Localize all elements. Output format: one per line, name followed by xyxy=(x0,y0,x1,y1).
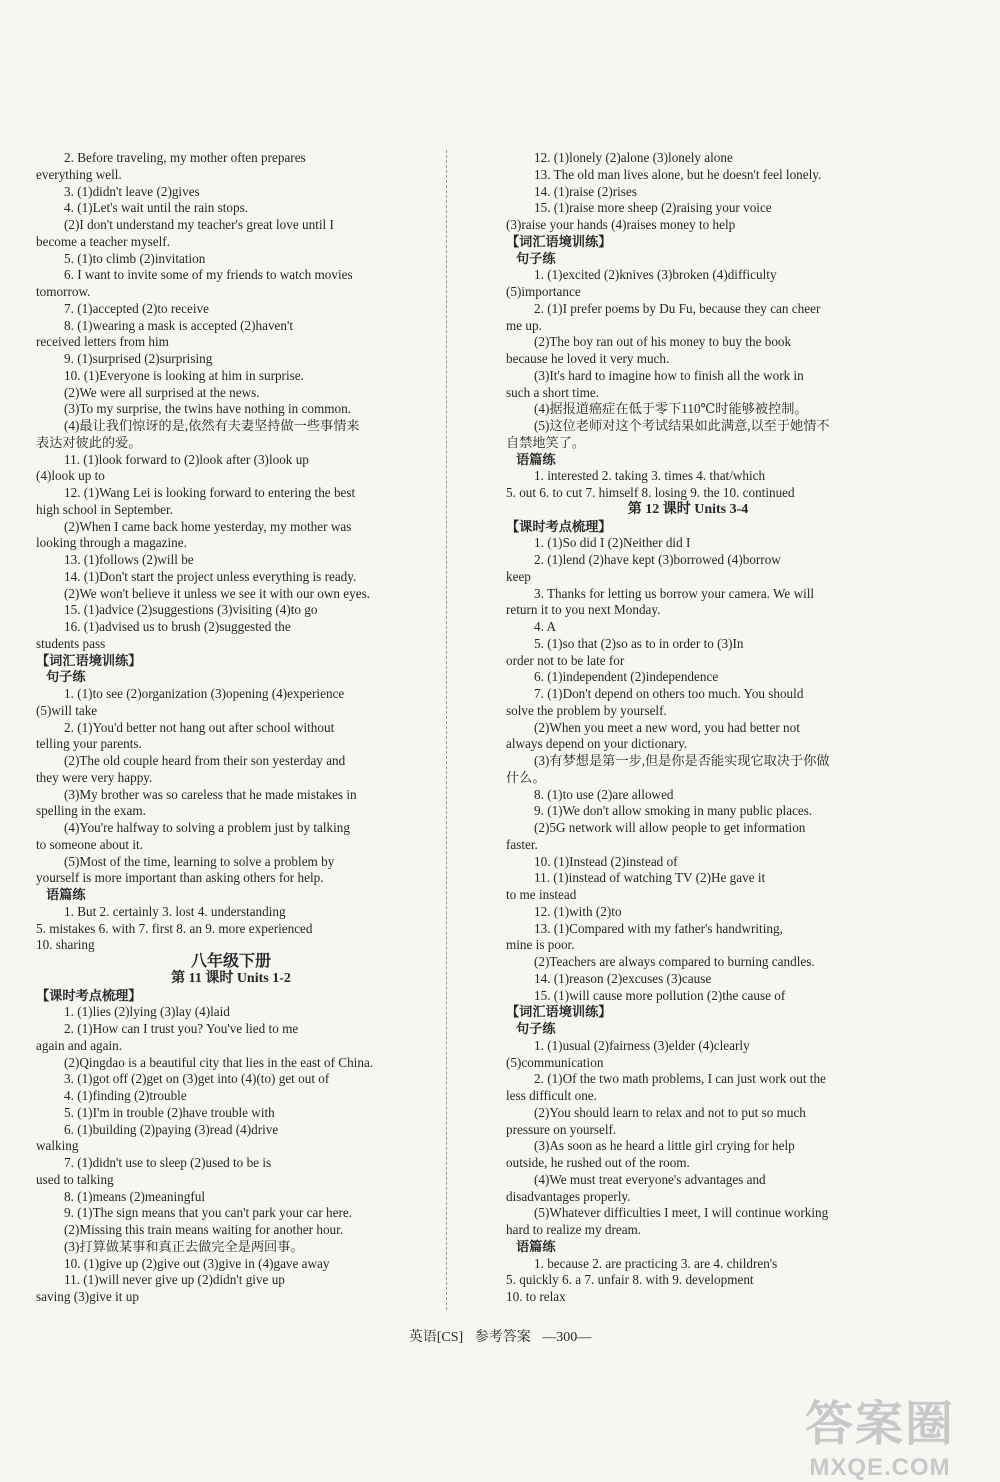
answer-line: (4)We must treat everyone's advantages and xyxy=(534,1171,766,1187)
answer-line: 1. interested 2. taking 3. times 4. that/which xyxy=(534,468,766,484)
subsection-header: 句子练 xyxy=(516,1021,556,1036)
answer-line: (5)这位老师对这个考试结果如此满意,以至于她情不 xyxy=(534,418,830,433)
answer-line: 10. sharing xyxy=(36,937,95,953)
answer-line: to me instead xyxy=(506,887,577,902)
answer-line: 4. (1)finding (2)trouble xyxy=(64,1088,187,1103)
answer-line: (3)有梦想是第一步,但是你是否能实现它取决于你做 xyxy=(534,753,830,768)
answer-line: (2)When I came back home yesterday, my mother was xyxy=(64,518,352,534)
answer-line: (4)You're halfway to solving a problem just by talking xyxy=(64,820,350,835)
answer-line: 4. (1)Let's wait until the rain stops. xyxy=(64,200,249,216)
answer-line: faster. xyxy=(506,836,538,852)
answer-line: always depend on your dictionary. xyxy=(506,736,688,752)
section-header: 【课时考点梳理】 xyxy=(506,518,612,534)
answer-line: 1. (1)lies (2)lying (3)lay (4)laid xyxy=(64,1004,230,1020)
answer-line: (2)We won't believe it unless we see it with our own eyes. xyxy=(64,585,371,601)
answer-line: 13. (1)Compared with my father's handwriting, xyxy=(534,920,783,936)
answer-line: (5)communication xyxy=(506,1054,604,1070)
answer-line: they were very happy. xyxy=(36,769,153,785)
answer-line: (4)最让我们惊讶的是,依然有夫妻坚持做一些事情来 xyxy=(64,418,360,433)
answer-line: (2)The old couple heard from their son yesterday and xyxy=(64,753,346,768)
watermark xyxy=(790,1385,970,1482)
answer-line: 12. (1)lonely (2)alone (3)lonely alone xyxy=(534,150,733,165)
answer-line: (5)Whatever difficulties I meet, I will continue working xyxy=(534,1205,829,1221)
answer-line: outside, he rushed out of the room. xyxy=(506,1155,690,1170)
answer-line: 13. The old man lives alone, but he doesn't feel lonely. xyxy=(534,166,822,182)
answer-line: 5. (1)to climb (2)invitation xyxy=(64,250,206,266)
answer-line: tomorrow. xyxy=(36,284,91,299)
answer-line: 9. (1)surprised (2)surprising xyxy=(64,351,213,366)
grade-title: 八年级下册 xyxy=(190,953,271,970)
answer-line: because he loved it very much. xyxy=(506,351,670,366)
answer-line: 表达对彼此的爱。 xyxy=(36,434,142,450)
answer-line: 7. (1)accepted (2)to receive xyxy=(64,300,209,316)
answer-line: 1. (1)So did I (2)Neither did I xyxy=(534,535,691,551)
page-footer xyxy=(0,1326,1000,1346)
answer-line: 8. (1)wearing a mask is accepted (2)haven't xyxy=(64,317,294,333)
answer-line: 3. (1)didn't leave (2)gives xyxy=(64,183,200,199)
subsection-header: 语篇练 xyxy=(46,887,86,902)
lesson-title: 第 11 课时 Units 1-2 xyxy=(171,970,291,986)
subsection-header: 句子练 xyxy=(46,669,86,685)
answer-line: looking through a magazine. xyxy=(36,535,187,551)
answer-line: (2)Teachers are always compared to burning candles. xyxy=(534,954,815,969)
answer-line: 6. (1)independent (2)independence xyxy=(534,669,719,685)
answer-line: disadvantages properly. xyxy=(506,1188,631,1204)
subsection-header: 语篇练 xyxy=(516,451,556,467)
answer-line: 2. (1)Of the two math problems, I can just work out the xyxy=(534,1071,826,1087)
answer-line: 8. (1)means (2)meaningful xyxy=(64,1188,205,1204)
answer-line: (3)raise your hands (4)raises money to help xyxy=(506,217,736,232)
answer-line: 12. (1)with (2)to xyxy=(534,903,622,919)
answer-line: (3)To my surprise, the twins have nothing in common. xyxy=(64,401,351,417)
answer-line: (3)My brother was so careless that he made mistakes in xyxy=(64,786,357,802)
watermark-url: MXQE.COM xyxy=(809,1454,951,1481)
answer-line: 5. (1)so that (2)so as to in order to (3)In xyxy=(534,635,744,651)
answer-line: 1. (1)to see (2)organization (3)opening (4)experience xyxy=(64,686,345,701)
answer-line: 10. (1)Instead (2)instead of xyxy=(534,853,678,869)
answer-line: 1. because 2. are practicing 3. are 4. children's xyxy=(534,1255,778,1271)
answer-line: 2. (1)You'd better not hang out after school without xyxy=(64,719,335,735)
answer-line: (2)When you meet a new word, you had better not xyxy=(534,719,800,735)
answer-line: 什么。 xyxy=(506,769,546,785)
left-column xyxy=(36,150,426,1306)
watermark-logo: 答案圈 xyxy=(804,1398,955,1451)
answer-line: (5)will take xyxy=(36,702,98,718)
answer-line: 5. out 6. to cut 7. himself 8. losing 9. the 10. continued xyxy=(506,485,795,500)
answer-line: 4. A xyxy=(534,619,556,634)
answer-line: less difficult one. xyxy=(506,1088,597,1103)
answer-line: (4)look up to xyxy=(36,468,105,484)
answer-line: 1. But 2. certainly 3. lost 4. understanding xyxy=(64,903,286,919)
answer-line: 自禁地笑了。 xyxy=(506,434,586,450)
answer-line: hard to realize my dream. xyxy=(506,1222,642,1237)
answer-line: 15. (1)will cause more pollution (2)the cause of xyxy=(534,987,786,1003)
answer-line: 10. (1)Everyone is looking at him in surprise. xyxy=(64,367,304,383)
answer-line: 15. (1)raise more sheep (2)raising your voice xyxy=(534,200,772,216)
answer-line: 2. (1)I prefer poems by Du Fu, because they can cheer xyxy=(534,300,821,316)
answer-line: saving (3)give it up xyxy=(36,1289,139,1304)
footer-section: 参考答案 xyxy=(474,1330,531,1345)
answer-line: (2)The boy ran out of his money to buy the book xyxy=(534,334,792,350)
answer-line: 9. (1)The sign means that you can't park your car here. xyxy=(64,1205,353,1221)
answer-line: 7. (1)Don't depend on others too much. You should xyxy=(534,686,804,701)
section-header: 【词汇语境训练】 xyxy=(506,1004,612,1020)
answer-line: (3)As soon as he heard a little girl crying for help xyxy=(534,1138,795,1154)
answer-line: 12. (1)Wang Lei is looking forward to entering the best xyxy=(64,485,356,500)
footer-page-number: —300— xyxy=(542,1330,592,1345)
answer-line: (5)Most of the time, learning to solve a problem by xyxy=(64,853,335,869)
answer-line: 6. I want to invite some of my friends to watch movies xyxy=(64,267,353,283)
answer-line: (3)打算做某事和真正去做完全是两回事。 xyxy=(64,1238,304,1254)
answer-line: (2)5G network will allow people to get information xyxy=(534,820,806,835)
answer-line: 5. quickly 6. a 7. unfair 8. with 9. development xyxy=(506,1272,754,1288)
answer-line: (2)We were all surprised at the news. xyxy=(64,384,260,400)
answer-line: me up. xyxy=(506,317,542,333)
answer-line: telling your parents. xyxy=(36,736,142,752)
answer-line: 10. to relax xyxy=(506,1289,566,1304)
answer-line: walking xyxy=(36,1138,79,1154)
subsection-header: 语篇练 xyxy=(516,1238,556,1254)
answer-line: 11. (1)will never give up (2)didn't give up xyxy=(64,1272,285,1288)
answer-line: solve the problem by yourself. xyxy=(506,702,667,718)
answer-line: 9. (1)We don't allow smoking in many public places. xyxy=(534,803,813,819)
answer-line: (2)Missing this train means waiting for another hour. xyxy=(64,1222,344,1237)
answer-line: everything well. xyxy=(36,166,122,182)
answer-line: (5)importance xyxy=(506,284,581,299)
answer-line: 11. (1)instead of watching TV (2)He gave it xyxy=(534,870,766,886)
answer-line: 2. (1)lend (2)have kept (3)borrowed (4)borrow xyxy=(534,552,781,567)
answer-line: (2)You should learn to relax and not to put so much xyxy=(534,1104,806,1120)
lesson-title: 第 12 课时 Units 3-4 xyxy=(627,501,749,517)
answer-line: keep xyxy=(506,568,531,584)
answer-line: 13. (1)follows (2)will be xyxy=(64,552,194,567)
answer-line: order not to be late for xyxy=(506,652,625,668)
column-divider xyxy=(446,150,447,1310)
answer-line: 14. (1)reason (2)excuses (3)cause xyxy=(534,970,712,986)
answer-line: 11. (1)look forward to (2)look after (3)look up xyxy=(64,451,309,467)
answer-line: mine is poor. xyxy=(506,937,575,953)
answer-line: 5. (1)I'm in trouble (2)have trouble with xyxy=(64,1104,275,1120)
answer-line: (4)据报道癌症在低于零下110℃时能够被控制。 xyxy=(534,401,808,417)
answer-line: yourself is more important than asking others for help. xyxy=(36,870,324,886)
answer-line: 1. (1)usual (2)fairness (3)elder (4)clearly xyxy=(534,1037,750,1053)
answer-line: (2)I don't understand my teacher's great love until I xyxy=(64,217,334,232)
answer-line: used to talking xyxy=(36,1171,114,1187)
answer-line: to someone about it. xyxy=(36,836,143,852)
answer-line: 3. (1)got off (2)get on (3)get into (4)(to) get out of xyxy=(64,1071,330,1087)
answer-line: 7. (1)didn't use to sleep (2)used to be is xyxy=(64,1155,272,1170)
answer-line: become a teacher myself. xyxy=(36,233,170,249)
answer-line: 14. (1)raise (2)rises xyxy=(534,183,637,199)
answer-line: 10. (1)give up (2)give out (3)give in (4)gave away xyxy=(64,1255,330,1271)
answer-line: high school in September. xyxy=(36,501,173,517)
answer-line: students pass xyxy=(36,635,106,651)
answer-line: 6. (1)building (2)paying (3)read (4)drive xyxy=(64,1121,279,1137)
right-column xyxy=(506,150,870,1306)
answer-line: 8. (1)to use (2)are allowed xyxy=(534,786,674,802)
answer-line: 5. mistakes 6. with 7. first 8. an 9. more experienced xyxy=(36,920,313,936)
answer-line: 16. (1)advised us to brush (2)suggested the xyxy=(64,619,291,634)
answer-line: such a short time. xyxy=(506,384,600,400)
answer-line: pressure on yourself. xyxy=(506,1121,617,1137)
section-header: 【词汇语境训练】 xyxy=(36,652,142,668)
answer-line: 1. (1)excited (2)knives (3)broken (4)difficulty xyxy=(534,267,777,283)
answer-line: (3)It's hard to imagine how to finish all the work in xyxy=(534,367,804,383)
subsection-header: 句子练 xyxy=(516,250,556,266)
section-header: 【课时考点梳理】 xyxy=(36,987,142,1003)
answer-line: (2)Qingdao is a beautiful city that lies in the east of China. xyxy=(64,1054,374,1070)
answer-line: return it to you next Monday. xyxy=(506,602,661,618)
answer-line: 15. (1)advice (2)suggestions (3)visiting (4)to go xyxy=(64,602,318,618)
section-header: 【词汇语境训练】 xyxy=(506,233,612,249)
answer-line: 3. Thanks for letting us borrow your camera. We will xyxy=(534,585,815,601)
answer-line: 2. Before traveling, my mother often prepares xyxy=(64,150,306,165)
answer-line: 14. (1)Don't start the project unless everything is ready. xyxy=(64,568,357,584)
answer-line: spelling in the exam. xyxy=(36,803,146,819)
answer-line: again and again. xyxy=(36,1037,123,1053)
footer-subject: 英语[CS] xyxy=(408,1330,464,1345)
answer-line: received letters from him xyxy=(36,334,169,350)
answer-line: 2. (1)How can I trust you? You've lied to me xyxy=(64,1021,299,1036)
